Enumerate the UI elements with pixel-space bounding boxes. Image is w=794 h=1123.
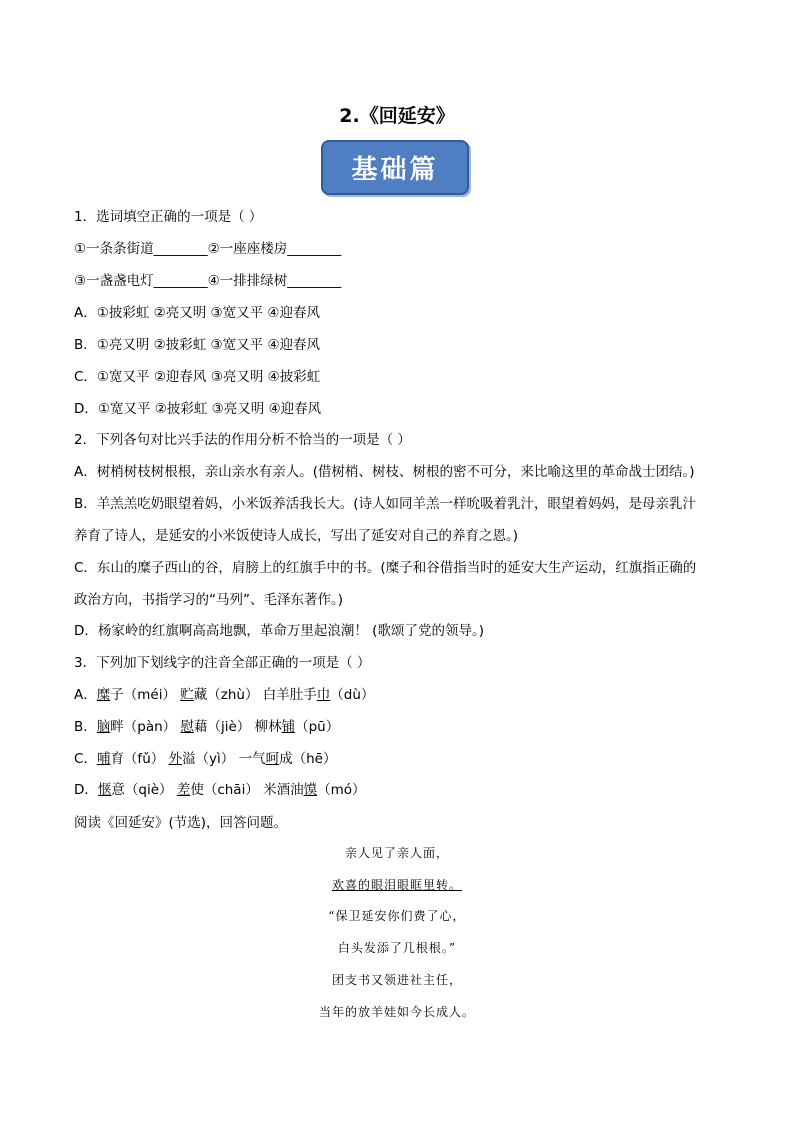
q3-option-b — [74, 717, 339, 737]
underlined-char: 铺 — [281, 719, 296, 735]
q2-option-c-line-1: C．东山的糜子西山的谷，肩膀上的红旗手中的书。(糜子和谷借指当时的延安大生产运动，红旗指正确的 — [74, 560, 697, 576]
q1-stem: 1．选词填空正确的一项是（ ） — [74, 209, 263, 225]
q1-blanks-line-1: ①一条条街道________②一座座楼房________ — [74, 241, 342, 257]
option-text: 意（qiè） — [111, 782, 177, 798]
q2-option-b-line-1: B．羊羔羔吃奶眼望着妈，小米饭养活我长大。(诗人如同羊羔一样吮吸着乳汁，眼望着妈妈，是母亲乳汁 — [74, 496, 697, 512]
option-text: 藏（zhù） 白羊肚手 — [193, 687, 317, 703]
option-text: 子（méi） — [110, 687, 181, 703]
underlined-char: 外 — [168, 751, 183, 767]
q1-option-c: C．①宽又平 ②迎春风 ③亮又明 ④披彩虹 — [74, 369, 321, 385]
q3-option-c — [74, 749, 336, 769]
q3-option-d — [74, 780, 366, 800]
underlined-char: 巾 — [316, 687, 331, 703]
q2-option-a: A．树梢树枝树根根，亲山亲水有亲人。(借树梢、树枝、树根的密不可分，来比喻这里的革命战士团结。) — [74, 464, 695, 480]
poem-line-1: 亲人见了亲人面， — [344, 846, 449, 860]
option-text: 藉（jiè） 柳林 — [193, 719, 282, 735]
poem-line-6: 当年的放羊娃如今长成人。 — [318, 1005, 475, 1019]
underlined-char: 馍 — [303, 782, 318, 798]
option-text: 育（fǔ） — [110, 751, 169, 767]
poem-line-5: 团支书又领进社主任， — [331, 973, 462, 987]
q3-stem: 3．下列加下划线字的注音全部正确的一项是（ ） — [74, 655, 371, 671]
underlined-char: 差 — [176, 782, 191, 798]
option-text: 溢（yì） 一气 — [182, 751, 266, 767]
underlined-char: 糜 — [96, 687, 111, 703]
option-text: （pū） — [295, 719, 340, 735]
underlined-char: 慰 — [180, 719, 194, 735]
option-label: B． — [74, 719, 97, 735]
underlined-char: 惬 — [97, 782, 112, 798]
q1-option-d: D．①宽又平 ②披彩虹 ③亮又明 ④迎春风 — [74, 401, 322, 417]
page-title: 2.《回延安》 — [339, 105, 455, 127]
q2-stem: 2．下列各句对比兴手法的作用分析不恰当的一项是（ ） — [74, 432, 411, 448]
section-badge: 基础篇 — [321, 140, 469, 195]
underlined-char: 哺 — [96, 751, 111, 767]
q1-option-b: B．①亮又明 ②披彩虹 ③宽又平 ④迎春风 — [74, 337, 321, 353]
underlined-char: 脑 — [96, 719, 111, 735]
option-text: 使（chāi） 米酒油 — [190, 782, 304, 798]
q2-option-b-line-2: 养育了诗人，是延安的小米饭使诗人成长，写出了延安对自己的养育之恩。) — [74, 528, 519, 544]
q3-option-a — [74, 685, 374, 705]
q1-option-a: A．①披彩虹 ②亮又明 ③宽又平 ④迎春风 — [74, 305, 321, 321]
option-label: A． — [74, 687, 97, 703]
reading-intro: 阅读《回延安》(节选)，回答问题。 — [74, 815, 288, 831]
option-text: 畔（pàn） — [110, 719, 181, 735]
q2-option-d: D．杨家岭的红旗啊高高地飘，革命万里起浪潮！ (歌颂了党的领导。) — [74, 623, 484, 639]
option-label: D． — [74, 782, 98, 798]
underlined-char: 贮 — [180, 687, 194, 703]
q1-blanks-line-2: ③一盏盏电灯________④一排排绿树________ — [74, 273, 342, 289]
option-text: （dù） — [330, 687, 375, 703]
q2-option-c-line-2: 政治方向，书指学习的“马列”、毛泽东著作。) — [74, 592, 344, 608]
underlined-char: 呵 — [265, 751, 280, 767]
option-label: C． — [74, 751, 97, 767]
poem-line-3: “保卫延安你们费了心， — [328, 909, 466, 923]
poem-line-4: 白头发添了几根根。” — [337, 941, 457, 955]
option-text: 成（hē） — [279, 751, 337, 767]
poem-line-2: 欢喜的眼泪眼眶里转。 — [331, 878, 462, 892]
option-text: （mó） — [317, 782, 366, 798]
